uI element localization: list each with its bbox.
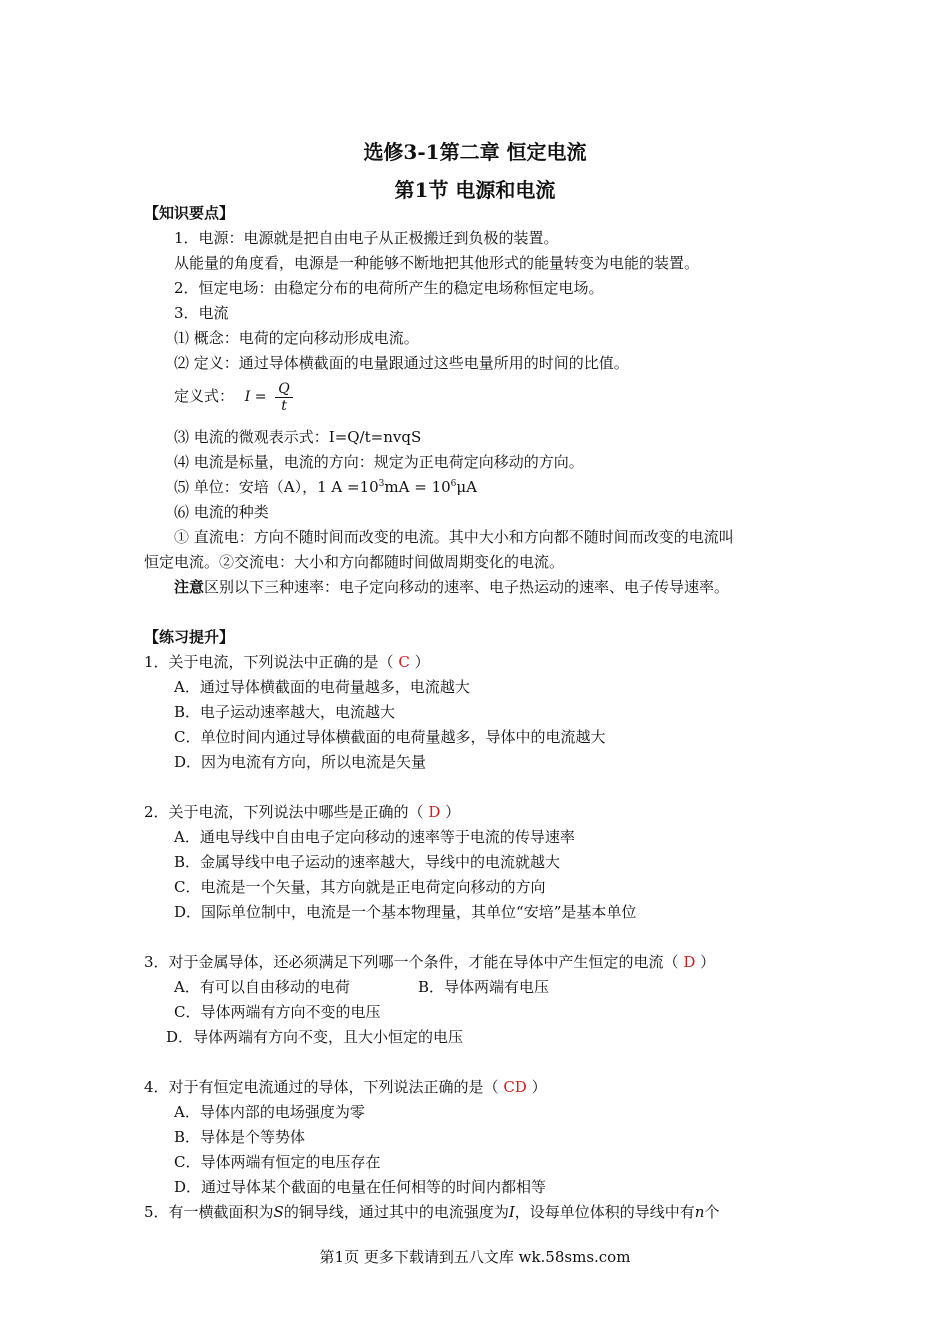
- option: A．导体内部的电场强度为零: [174, 1103, 365, 1121]
- knowledge-line: ⑷ 电流是标量，电流的方向：规定为正电荷定向移动的方向。: [174, 453, 584, 471]
- knowledge-line: 3．电流: [174, 304, 229, 322]
- note-label: 注意: [174, 578, 205, 596]
- question-text: 3．对于金属导体，还必须满足下列哪一个条件，才能在导体中产生恒定的电流（: [144, 953, 679, 971]
- question-1-stem: [144, 652, 430, 672]
- option: C．导体两端有方向不变的电压: [174, 1003, 381, 1021]
- question-text: ，设每单位体积的导线中有: [514, 1203, 695, 1221]
- definition-formula: [174, 378, 293, 415]
- unit-exponent: 6: [450, 479, 457, 489]
- question-text: ）: [531, 1078, 547, 1096]
- option: C．电流是一个矢量，其方向就是正电荷定向移动的方向: [174, 878, 546, 896]
- variable-i: I: [508, 1203, 515, 1221]
- question-3-stem: [144, 952, 715, 972]
- knowledge-line: 2．恒定电场：由稳定分布的电荷所产生的稳定电场称恒定电场。: [174, 279, 604, 297]
- variable-s: S: [273, 1203, 284, 1221]
- answer-mark: D: [683, 953, 696, 971]
- chapter-title: 选修3-1第二章 恒定电流: [363, 140, 587, 164]
- question-text: ）: [414, 653, 430, 671]
- option: A．通电导线中自由电子定向移动的速率等于电流的传导速率: [174, 828, 575, 846]
- knowledge-line: ⑵ 定义：通过导体横截面的电量跟通过这些电量所用的时间的比值。: [174, 354, 629, 372]
- option: D．因为电流有方向，所以电流是矢量: [174, 753, 427, 771]
- unit-text: μA: [456, 478, 477, 496]
- option: A．有可以自由移动的电荷: [174, 978, 350, 996]
- knowledge-line: ① 直流电：方向不随时间而改变的电流。其中大小和方向都不随时间而改变的电流叫: [174, 528, 734, 546]
- section-title: 第1节 电源和电流: [394, 178, 556, 202]
- option: C．导体两端有恒定的电压存在: [174, 1153, 381, 1171]
- formula-label: 定义式：: [174, 387, 235, 405]
- question-text: 2．关于电流，下列说法中哪些是正确的（: [144, 803, 424, 821]
- answer-mark: D: [428, 803, 441, 821]
- question-text: 的铜导线，通过其中的电流强度为: [283, 1203, 509, 1221]
- question-2-stem: [144, 802, 460, 822]
- knowledge-line: 恒定电流。②交流电：大小和方向都随时间做周期变化的电流。: [144, 553, 565, 571]
- answer-mark: CD: [503, 1078, 527, 1096]
- question-text: 1．关于电流，下列说法中正确的是（: [144, 653, 394, 671]
- option: C．单位时间内通过导体横截面的电荷量越多，导体中的电流越大: [174, 728, 606, 746]
- option: B．金属导线中电子运动的速率越大，导线中的电流就越大: [174, 853, 561, 871]
- variable-n: n: [694, 1203, 705, 1221]
- unit-line: [174, 477, 477, 497]
- option: D．导体两端有方向不变，且大小恒定的电压: [166, 1028, 464, 1046]
- knowledge-line: ⑶ 电流的微观表示式：I=Q/t=nvqS: [174, 428, 422, 446]
- formula-numerator: Q: [275, 381, 292, 398]
- page-footer: 第1页 更多下载请到五八文库 wk.58sms.com: [319, 1248, 631, 1266]
- answer-mark: C: [398, 653, 410, 671]
- knowledge-line: ⑹ 电流的种类: [174, 503, 269, 521]
- note-line: [174, 577, 729, 597]
- option: B．电子运动速率越大，电流越大: [174, 703, 396, 721]
- note-text: 区别以下三种速率：电子定向移动的速率、电子热运动的速率、电子传导速率。: [204, 578, 730, 596]
- knowledge-header: 【知识要点】: [144, 204, 235, 222]
- practice-header: 【练习提升】: [144, 628, 235, 646]
- option: A．通过导体横截面的电荷量越多，电流越大: [174, 678, 470, 696]
- question-text: 5．有一横截面积为: [144, 1203, 274, 1221]
- formula-fraction: [275, 381, 292, 414]
- option: B．导体是个等势体: [174, 1128, 306, 1146]
- formula-denominator: t: [281, 397, 287, 414]
- question-text: 4．对于有恒定电流通过的导体，下列说法正确的是（: [144, 1078, 499, 1096]
- knowledge-line: 1．电源：电源就是把自由电子从正极搬迁到负极的装置。: [174, 229, 559, 247]
- question-4-stem: [144, 1077, 547, 1097]
- unit-text: ⑸ 单位：安培（A），1 A =10: [174, 478, 379, 496]
- option: D．国际单位制中，电流是一个基本物理量，其单位“安培”是基本单位: [174, 903, 637, 921]
- question-text: ）: [445, 803, 461, 821]
- unit-exponent: 3: [378, 479, 385, 489]
- option: B．导体两端有电压: [418, 978, 550, 996]
- knowledge-line: ⑴ 概念：电荷的定向移动形成电流。: [174, 329, 419, 347]
- option: D．通过导体某个截面的电量在任何相等的时间内都相等: [174, 1178, 547, 1196]
- question-text: ）: [700, 953, 716, 971]
- knowledge-line: 从能量的角度看，电源是一种能够不断地把其他形式的能量转变为电能的装置。: [174, 254, 700, 272]
- question-text: 个: [704, 1203, 720, 1221]
- formula-lhs: I =: [244, 389, 267, 405]
- unit-text: mA = 10: [384, 478, 451, 496]
- question-5-stem: [144, 1202, 719, 1222]
